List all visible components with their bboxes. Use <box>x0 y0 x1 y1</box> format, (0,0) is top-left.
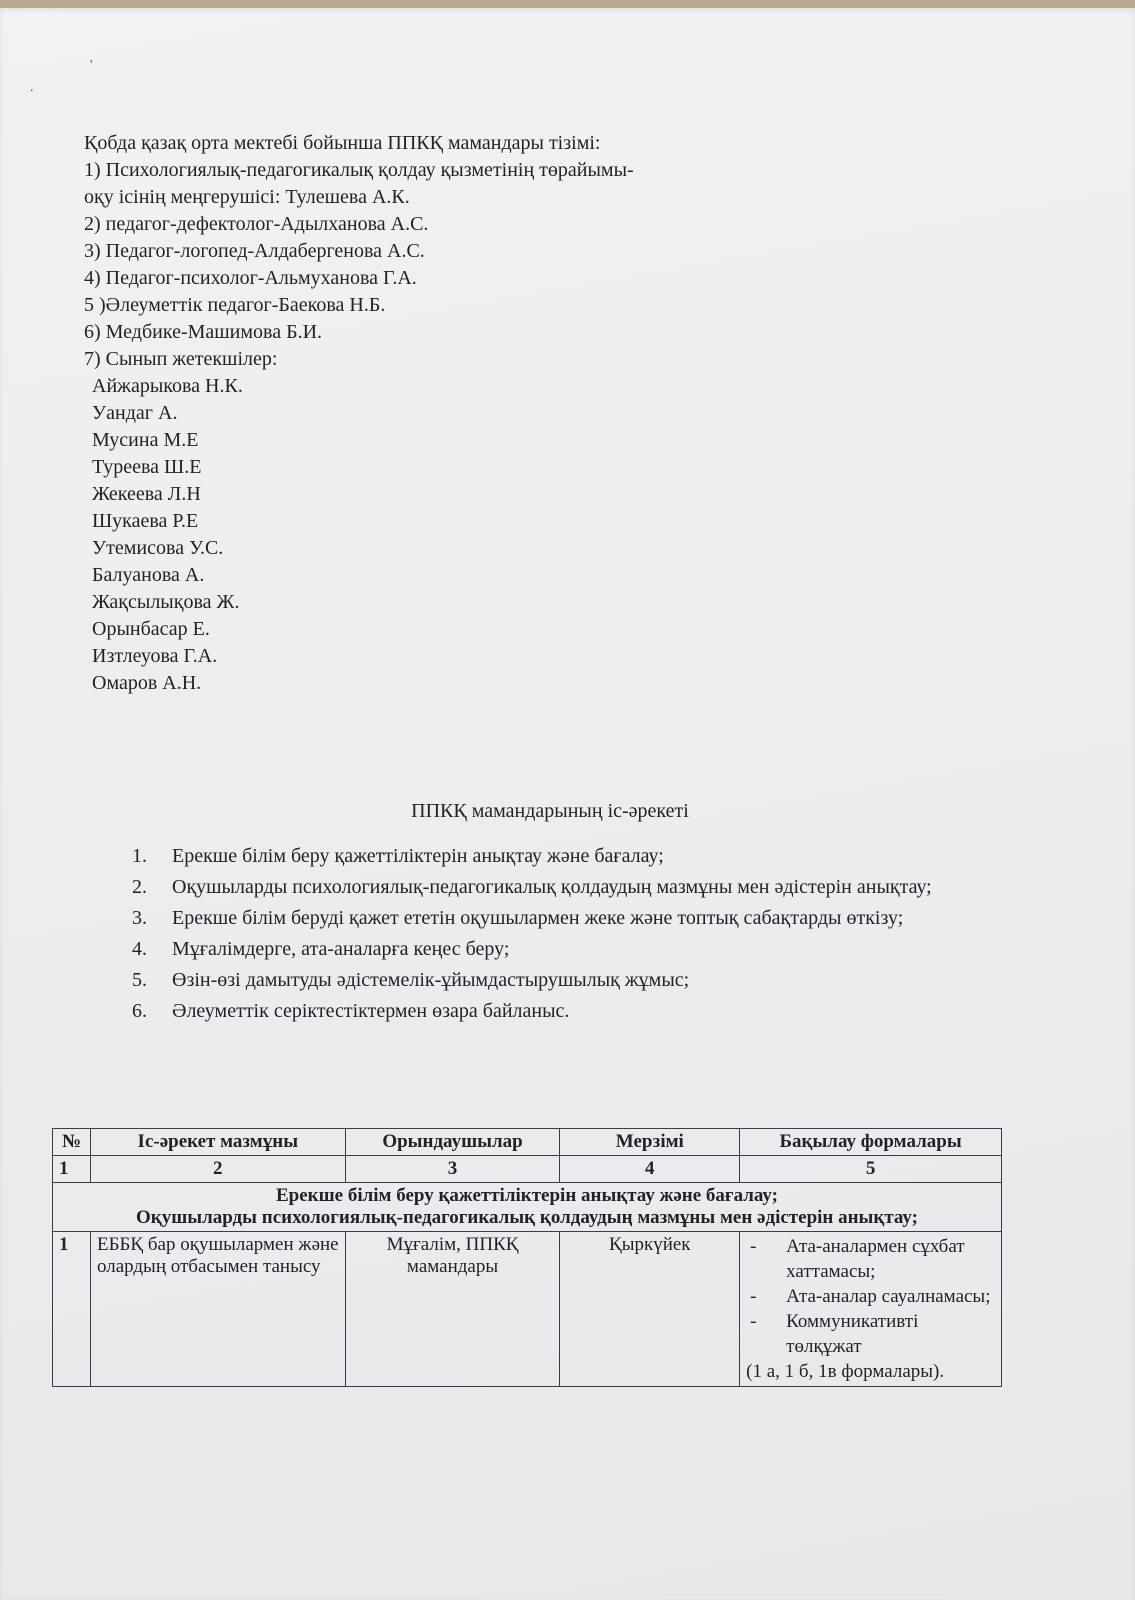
activity-number: 4. <box>132 938 147 960</box>
activity-text: Оқушыларды психологиялық-педагогикалық қолдаудың мазмұны мен әдістерін анықтау; <box>172 876 932 898</box>
class-teacher: Айжарыкова Н.К. <box>92 375 243 397</box>
class-teacher: Изтлеуова Г.А. <box>92 645 218 667</box>
activities-title: ППКҚ мамандарының іс-әрекеті <box>411 800 689 822</box>
class-teacher: Жақсылықова Ж. <box>92 591 240 613</box>
class-teacher: Утемисова У.С. <box>92 537 224 559</box>
activity-text: Әлеуметтік серіктестіктермен өзара байланыс. <box>172 1000 570 1022</box>
section-heading-line: Оқушыларды психологиялық-педагогикалық қолдаудың мазмұны мен әдістерін анықтау; <box>135 1207 919 1228</box>
activity-number: 1. <box>132 845 147 867</box>
team-item: 7) Сынып жетекшілер: <box>84 348 278 370</box>
control-forms-list <box>746 1234 995 1359</box>
control-form-item <box>746 1309 995 1359</box>
activity-number: 5. <box>132 969 147 991</box>
class-teacher: Туреева Ш.Е <box>92 456 202 478</box>
activity-item <box>132 906 1002 931</box>
column-header: № <box>53 1129 91 1156</box>
speck: . <box>30 80 34 95</box>
team-list <box>84 130 634 697</box>
activity-text: Өзін-өзі дамытуды әдістемелік-ұйымдастырушылық жұмыс; <box>172 969 690 991</box>
row-number: 1 <box>53 1232 91 1387</box>
activity-number: 6. <box>132 1000 147 1022</box>
column-number: 5 <box>740 1156 1002 1183</box>
team-intro: Қобда қазақ орта мектебі бойынша ППКҚ мамандары тізімі: <box>84 132 601 154</box>
list-dash: - <box>750 1311 757 1332</box>
control-form-text: Ата-аналармен сұхбат хаттамасы; <box>786 1236 965 1282</box>
control-form-text: Коммуникативті төлқұжат <box>786 1311 919 1357</box>
activity-content-cell: ЕББҚ бар оқушылармен және олардың отбасымен танысу <box>90 1232 345 1387</box>
control-form-tail: (1 а, 1 б, 1в формалары). <box>746 1361 945 1382</box>
activity-text: Мұғалімдерге, ата-аналарға кеңес беру; <box>172 938 510 960</box>
class-teacher: Мусина М.Е <box>92 429 199 451</box>
activity-number: 3. <box>132 907 147 929</box>
control-form-text: Ата-аналар сауалнамасы; <box>786 1286 991 1307</box>
team-item: 5 )Әлеуметтік педагог-Баекова Н.Б. <box>84 294 386 316</box>
team-item: 6) Медбике-Машимова Б.И. <box>84 321 323 343</box>
activities-list <box>132 844 1002 1030</box>
team-item: 4) Педагог-психолог-Альмуханова Г.А. <box>84 267 417 289</box>
team-item: 3) Педагог-логопед-Алдабергенова А.С. <box>84 240 425 262</box>
activity-item <box>132 968 1002 993</box>
control-form-item <box>746 1234 995 1284</box>
column-header: Орындаушылар <box>345 1129 560 1156</box>
column-number-row <box>53 1156 1002 1183</box>
class-teacher: Жекеева Л.Н <box>92 483 201 505</box>
activity-number: 2. <box>132 876 147 898</box>
activity-item <box>132 875 1002 900</box>
activity-plan-table <box>52 1128 1002 1387</box>
activity-text: Ерекше білім беру қажеттіліктерін анықтау және бағалау; <box>172 845 664 867</box>
list-dash: - <box>750 1286 757 1307</box>
activity-text: Ерекше білім беруді қажет ететін оқушылармен жеке және топтық сабақтарды өткізу; <box>172 907 904 929</box>
table-section-row <box>53 1183 1002 1232</box>
activity-item <box>132 937 1002 962</box>
section-heading <box>53 1183 1002 1232</box>
column-number: 3 <box>345 1156 560 1183</box>
table-header-row <box>53 1129 1002 1156</box>
class-teacher: Уандаг А. <box>92 402 178 424</box>
class-teacher: Орынбасар Е. <box>92 618 210 640</box>
column-header: Мерзімі <box>560 1129 740 1156</box>
team-item: 2) педагог-дефектолог-Адылханова А.С. <box>84 213 429 235</box>
activity-item <box>132 999 1002 1024</box>
table-row <box>53 1232 1002 1387</box>
column-header: Бақылау формалары <box>740 1129 1002 1156</box>
speck: ' <box>90 58 93 73</box>
team-item: 1) Психологиялық-педагогикалық қолдау қызметінің төрайымы- <box>84 159 634 181</box>
executors-cell: Мұғалім, ППКҚ мамандары <box>345 1232 560 1387</box>
column-header: Іс-әрекет мазмұны <box>90 1129 345 1156</box>
class-teacher: Омаров А.Н. <box>92 672 202 694</box>
term-cell: Қыркүйек <box>560 1232 740 1387</box>
column-number: 1 <box>53 1156 91 1183</box>
class-teacher: Шукаева Р.Е <box>92 510 199 532</box>
document-page <box>0 8 1135 1600</box>
team-item: оқу ісінің меңгерушісі: Тулешева А.К. <box>84 186 410 208</box>
activity-item <box>132 844 1002 869</box>
list-dash: - <box>750 1236 757 1257</box>
section-heading-line: Ерекше білім беру қажеттіліктерін анықтау және бағалау; <box>275 1185 779 1206</box>
control-forms-cell <box>740 1232 1002 1387</box>
class-teacher: Балуанова А. <box>92 564 205 586</box>
column-number: 2 <box>90 1156 345 1183</box>
control-form-item <box>746 1284 995 1309</box>
column-number: 4 <box>560 1156 740 1183</box>
